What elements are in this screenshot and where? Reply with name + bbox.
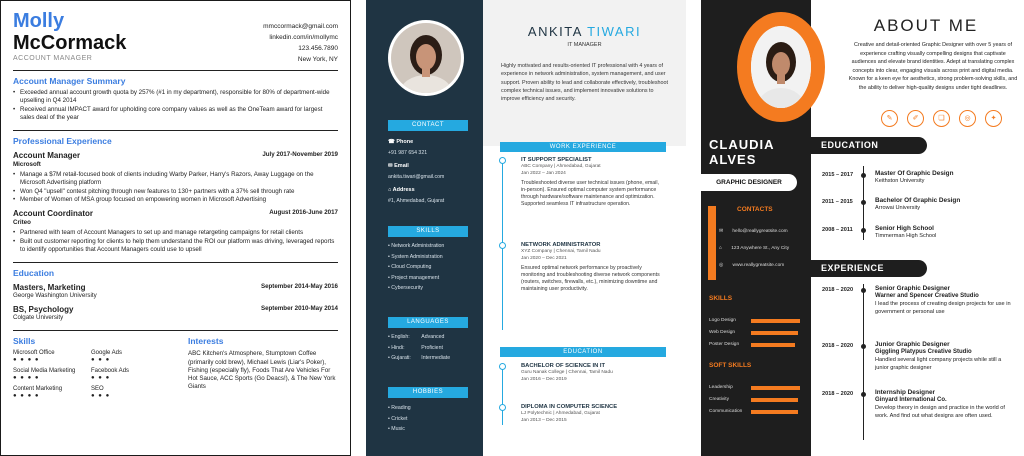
soft-skill-bar xyxy=(751,398,798,402)
soft-skill-label: Communication xyxy=(709,409,743,414)
work-entry xyxy=(521,242,666,293)
job-title: Account Coordinator xyxy=(13,209,93,219)
phone-text: 123.456.7890 xyxy=(298,45,338,52)
timeline-line xyxy=(502,365,503,425)
hobbies-heading: HOBBIES xyxy=(388,387,468,398)
summary-item: • Exceeded annual account growth quota by 257% (#1 in my department), responsible for 80% of department-wide upselling in Q4 2014 xyxy=(13,89,338,106)
skill-rating: ● ● ● ● xyxy=(13,393,40,400)
book-icon: ❏ xyxy=(933,110,950,127)
timeline-dot xyxy=(861,173,866,178)
skill-item: Content Marketing ● ● ● ● xyxy=(13,386,91,400)
role-title: IT MANAGER xyxy=(567,42,602,48)
phone-label: Phone xyxy=(396,139,414,145)
education-heading: EDUCATION xyxy=(807,137,927,154)
work-title: IT SUPPORT SPECIALIST xyxy=(521,157,592,163)
work-org: XYZ Company | Chennai, Tamil Nadu xyxy=(521,249,601,254)
contact-heading: CONTACT xyxy=(388,120,468,131)
skill-bar xyxy=(751,343,795,347)
skill-rating: ● ● ● xyxy=(91,357,111,364)
work-title: NETWORK ADMINISTRATOR xyxy=(521,242,601,248)
job-bullet: • Partnered with team of Account Managers to set up and manage retargeting campaigns for retail clients xyxy=(13,229,338,237)
degree-name: BS, Psychology xyxy=(13,305,74,315)
skill-item: Microsoft Office ● ● ● ● xyxy=(13,350,91,364)
skill-item: • System Administration xyxy=(388,253,443,260)
job-header xyxy=(13,209,338,218)
job-title: Senior Graphic Designer xyxy=(875,285,950,292)
edu-years: 2015 – 2017 xyxy=(822,172,854,178)
first-name: ANKITA xyxy=(527,24,583,39)
education-heading: Education xyxy=(13,262,338,278)
pen-icon: ✐ xyxy=(907,110,924,127)
soft-skill-bar xyxy=(751,386,800,390)
skill-item: • Network Administration xyxy=(388,243,445,249)
last-name: TIWARI xyxy=(587,24,642,39)
timeline-dot xyxy=(499,242,506,249)
about-text: Creative and detail-oriented Graphic Designer with over 5 years of experience crafting visually compelling designs that captivate audiences and elevate brand identities. Adept at translating complex concepts into clear, engaging visuals across print and digital media. Known for a keen eye for aesthetics, strong problem-solving skills, and the ability to deliver high-quality designs under tight deadlines. xyxy=(848,42,1018,91)
first-name: Molly xyxy=(13,10,65,32)
degree-dates: September 2014-May 2016 xyxy=(260,283,338,291)
work-dates: Jan 2022 – Jan 2024 xyxy=(521,171,566,176)
language-item: • Hindi: Proficient xyxy=(388,344,443,351)
soft-skill-bar xyxy=(751,410,798,414)
company-name: Ginyard International Co. xyxy=(875,397,947,403)
address-text: #1, Ahmedabad, Gujarat xyxy=(388,197,445,204)
about-heading: ABOUT ME xyxy=(873,16,979,35)
degree-title: Master Of Graphic Design xyxy=(875,170,954,177)
exp-years: 2018 – 2020 xyxy=(822,343,854,349)
role-title: GRAPHIC DESIGNER xyxy=(701,174,797,191)
company-name: Microsoft xyxy=(13,161,41,169)
skill-rating: ● ● ● xyxy=(91,375,111,382)
hobby-item: • Reading xyxy=(388,405,411,411)
skill-item: • Cloud Computing xyxy=(388,264,432,270)
exp-years: 2018 – 2020 xyxy=(822,287,854,293)
soft-skill-label: Leadership xyxy=(709,385,733,390)
email-icon: ✉ xyxy=(388,163,395,169)
interests-section xyxy=(188,336,338,400)
edu-years: 2011 – 2015 xyxy=(822,199,853,205)
degree-title: DIPLOMA IN COMPUTER SCIENCE xyxy=(521,404,618,410)
experience-entry xyxy=(875,285,1015,316)
skill-bar xyxy=(751,331,798,335)
language-item: • English: Advanced xyxy=(388,334,445,340)
summary-item: • Received annual IMPACT award for upholding core company values as well as the OneTeam award for largest sales deal of the year xyxy=(13,106,338,123)
degree-dates: Jan 2013 – Dec 2015 xyxy=(521,418,567,423)
full-name xyxy=(709,137,775,167)
job-title: Junior Graphic Designer xyxy=(875,341,950,348)
job-bullet: • Won Q4 "upsell" contest pitching through new features to 130+ partners with a 37% sell through rate xyxy=(13,188,338,196)
contacts-accent xyxy=(708,206,716,280)
contact-address: ⌂ 123 Anywhere St., Any City xyxy=(719,246,790,251)
last-name: McCormack xyxy=(13,32,127,54)
skill-rating: ● ● ● ● xyxy=(13,357,40,364)
timeline-dot xyxy=(861,288,866,293)
skill-rating: ● ● ● ● xyxy=(13,375,40,382)
work-entry xyxy=(521,157,666,208)
contact-email: ✉ hello@reallygreatsite.com xyxy=(719,229,788,234)
globe-icon: ◎ xyxy=(719,263,725,268)
phone-icon: ☎ xyxy=(388,139,397,145)
hobby-item: • Cricket xyxy=(388,415,408,422)
profile-photo-icon xyxy=(751,26,811,108)
home-icon: ⌂ xyxy=(388,187,393,193)
timeline-dot xyxy=(861,392,866,397)
school-name: Colgate University xyxy=(13,314,64,322)
summary-list xyxy=(13,89,338,122)
degree-name: Masters, Marketing xyxy=(13,283,86,293)
skill-rating: ● ● ● xyxy=(91,393,111,400)
edu-years: 2008 – 2011 xyxy=(822,227,853,233)
education-entry xyxy=(521,404,666,424)
address-label: Address xyxy=(392,187,415,193)
degree-header xyxy=(13,305,338,314)
work-heading: WORK EXPERIENCE xyxy=(500,142,666,152)
about-text: Highly motivated and results-oriented IT professional with 4 years of experience in network administration, system management, and user support. Proven ability to lead and collaborate effectively, troubleshoot complex technical issues, and implement innovative solutions to improve efficiency and security. xyxy=(501,63,669,103)
timeline-dot xyxy=(861,228,866,233)
language-item: • Gujarati: Intermediate xyxy=(388,355,451,361)
experience-entry xyxy=(875,389,1015,420)
education-entry xyxy=(875,225,1015,240)
degree-org: LJ Polytechnic | Ahmedabad, Gujarat xyxy=(521,411,600,416)
school-name: Keithston University xyxy=(875,178,925,184)
exp-years: 2018 – 2020 xyxy=(822,391,854,397)
skill-item: • Cybersecurity xyxy=(388,285,423,291)
degree-dates: Jan 2016 – Dec 2019 xyxy=(521,377,567,382)
work-dates: Jan 2020 – Dec 2021 xyxy=(521,256,567,261)
interests-heading: Interests xyxy=(188,336,224,347)
skills-heading: SKILLS xyxy=(388,226,468,237)
skills-list xyxy=(388,241,478,294)
contacts-heading: CONTACTS xyxy=(737,206,773,213)
education-entry xyxy=(875,197,1015,212)
hobby-item: • Music xyxy=(388,426,405,432)
linkedin-text: linkedin.com/in/mollymc xyxy=(269,34,338,41)
degree-title: Bachelor Of Graphic Design xyxy=(875,197,961,204)
skill-label: Web Design xyxy=(709,330,736,335)
email-label: Email xyxy=(394,163,409,169)
skills-section xyxy=(13,336,188,400)
soft-skills-heading: SOFT SKILLS xyxy=(709,362,752,369)
email-text: ankita.tiwari@gmail.com xyxy=(388,173,445,180)
degree-header xyxy=(13,283,338,292)
job-bullets xyxy=(13,171,338,204)
school-name: George Washington University xyxy=(13,292,97,300)
skill-item: SEO ● ● ● xyxy=(91,386,169,400)
skill-item: • Project management xyxy=(388,274,440,281)
job-bullet: • Manage a $7M retail-focused book of clients including Warby Parker, Harry's Razors, Away Luggage on the Microsoft Advertising platform xyxy=(13,171,338,188)
school-name: Arrowai University xyxy=(875,205,921,211)
work-org: ABC Company | Ahmedabad, Gujarat xyxy=(521,164,601,169)
role-title: ACCOUNT MANAGER xyxy=(13,55,93,62)
education-entry xyxy=(521,363,666,383)
experience-heading: EXPERIENCE xyxy=(807,260,927,277)
profile-photo xyxy=(388,20,464,96)
timeline-dot xyxy=(499,363,506,370)
soft-skill-label: Creativity xyxy=(709,397,729,402)
skills-grid xyxy=(13,350,188,400)
palette-icon: ✎ xyxy=(881,110,898,127)
skills-interests-row xyxy=(13,330,338,400)
education-heading: EDUCATION xyxy=(500,347,666,357)
profile-photo-icon xyxy=(391,23,461,93)
work-desc: Troubleshooted diverse user technical issues (phone, email, in-person). Ensured optimal computer system performance through hardware/software maintenance and optimization. Supported seamless IT infrastructure operation. xyxy=(521,180,659,207)
experience-heading: Professional Experience xyxy=(13,130,338,146)
degree-title: Senior High School xyxy=(875,225,934,232)
company-name: Criteo xyxy=(13,219,31,227)
resume-molly xyxy=(0,0,351,456)
degree-org: Guru Nanak College | Chennai, Tamil Nadu xyxy=(521,370,613,375)
phone-text: +91 987 654 321 xyxy=(388,149,428,156)
resume-ankita xyxy=(366,0,686,456)
first-name: CLAUDIA xyxy=(709,137,775,152)
interests-text: ABC Kitchen's Atmosphere, Stumptown Coffee (primarily cold brew), Michael Lewis (Liar's Poker), Fishing (especially fly), Foods That Are Vehicles For Hot Sauce, ACC Sports (Go Deacs!), & The New York Giants xyxy=(188,350,336,391)
skills-heading: SKILLS xyxy=(709,295,733,302)
job-header xyxy=(13,151,338,160)
contact-block xyxy=(388,137,478,206)
timeline-dot xyxy=(861,200,866,205)
job-title: Internship Designer xyxy=(875,389,936,396)
skill-label: Logo Design xyxy=(709,318,736,323)
company-name: Warner and Spencer Creative Studio xyxy=(875,293,979,299)
email-text: mmccormack@gmail.com xyxy=(263,23,338,30)
job-bullets xyxy=(13,229,338,254)
job-bullet: • Built out customer reporting for clients to help them understand the ROI our platform was driving, leveraged reports to identify opportunities that Account Managers could use to upsell xyxy=(13,238,338,255)
experience-entry xyxy=(875,341,1015,372)
timeline-dot xyxy=(861,344,866,349)
education-entry xyxy=(875,170,1015,185)
bulb-icon: ✦ xyxy=(985,110,1002,127)
last-name: ALVES xyxy=(709,152,757,167)
skill-item: Google Ads ● ● ● xyxy=(91,350,169,364)
skill-label: Poster Design xyxy=(709,342,740,347)
job-desc: Handled several light company projects while still a junior graphic designer xyxy=(875,357,1002,371)
timeline-dot xyxy=(499,157,506,164)
full-name xyxy=(483,24,686,39)
degree-title: BACHELOR OF SCIENCE IN IT xyxy=(521,363,606,369)
timeline-line xyxy=(863,284,864,440)
job-bullet: • Member of Women of MSA group focused on empowering women in Microsoft Advertising xyxy=(13,196,338,204)
job-title: Account Manager xyxy=(13,151,81,161)
skill-item: Facebook Ads ● ● ● xyxy=(91,368,169,382)
job-desc: I lead the process of creating design projects for use in government or personal use xyxy=(875,301,1011,315)
skills-heading: Skills xyxy=(13,336,36,347)
resume-claudia xyxy=(701,0,1024,456)
languages-list xyxy=(388,332,478,364)
job-dates: July 2017-November 2019 xyxy=(262,151,338,159)
timeline-dot xyxy=(499,404,506,411)
job-desc: Develop theory in design and practice in the world of work. And find out what designs are often used. xyxy=(875,405,1005,419)
target-icon: ◎ xyxy=(959,110,976,127)
school-name: Timmerman High School xyxy=(875,233,937,239)
location-text: New York, NY xyxy=(297,56,338,63)
hobbies-list xyxy=(388,403,478,435)
summary-heading: Account Manager Summary xyxy=(13,70,338,86)
home-icon: ⌂ xyxy=(719,246,724,251)
degree-dates: September 2010-May 2014 xyxy=(260,305,338,313)
languages-heading: LANGUAGES xyxy=(388,317,468,328)
contact-block xyxy=(263,21,338,65)
skill-item: Social Media Marketing ● ● ● ● xyxy=(13,368,91,382)
job-dates: August 2016-June 2017 xyxy=(269,209,338,217)
work-desc: Ensured optimal network performance by proactively monitoring and troubleshooting diverse network components (routers, switches, firewalls, etc.), minimizing downtime and maintaining user productivity. xyxy=(521,265,660,292)
profile-photo xyxy=(737,12,825,122)
company-name: Giggling Platypus Creative Studio xyxy=(875,349,972,355)
contact-website: ◎ www.reallygreatsite.com xyxy=(719,263,785,268)
email-icon: ✉ xyxy=(719,229,725,234)
skill-bar xyxy=(751,319,800,323)
